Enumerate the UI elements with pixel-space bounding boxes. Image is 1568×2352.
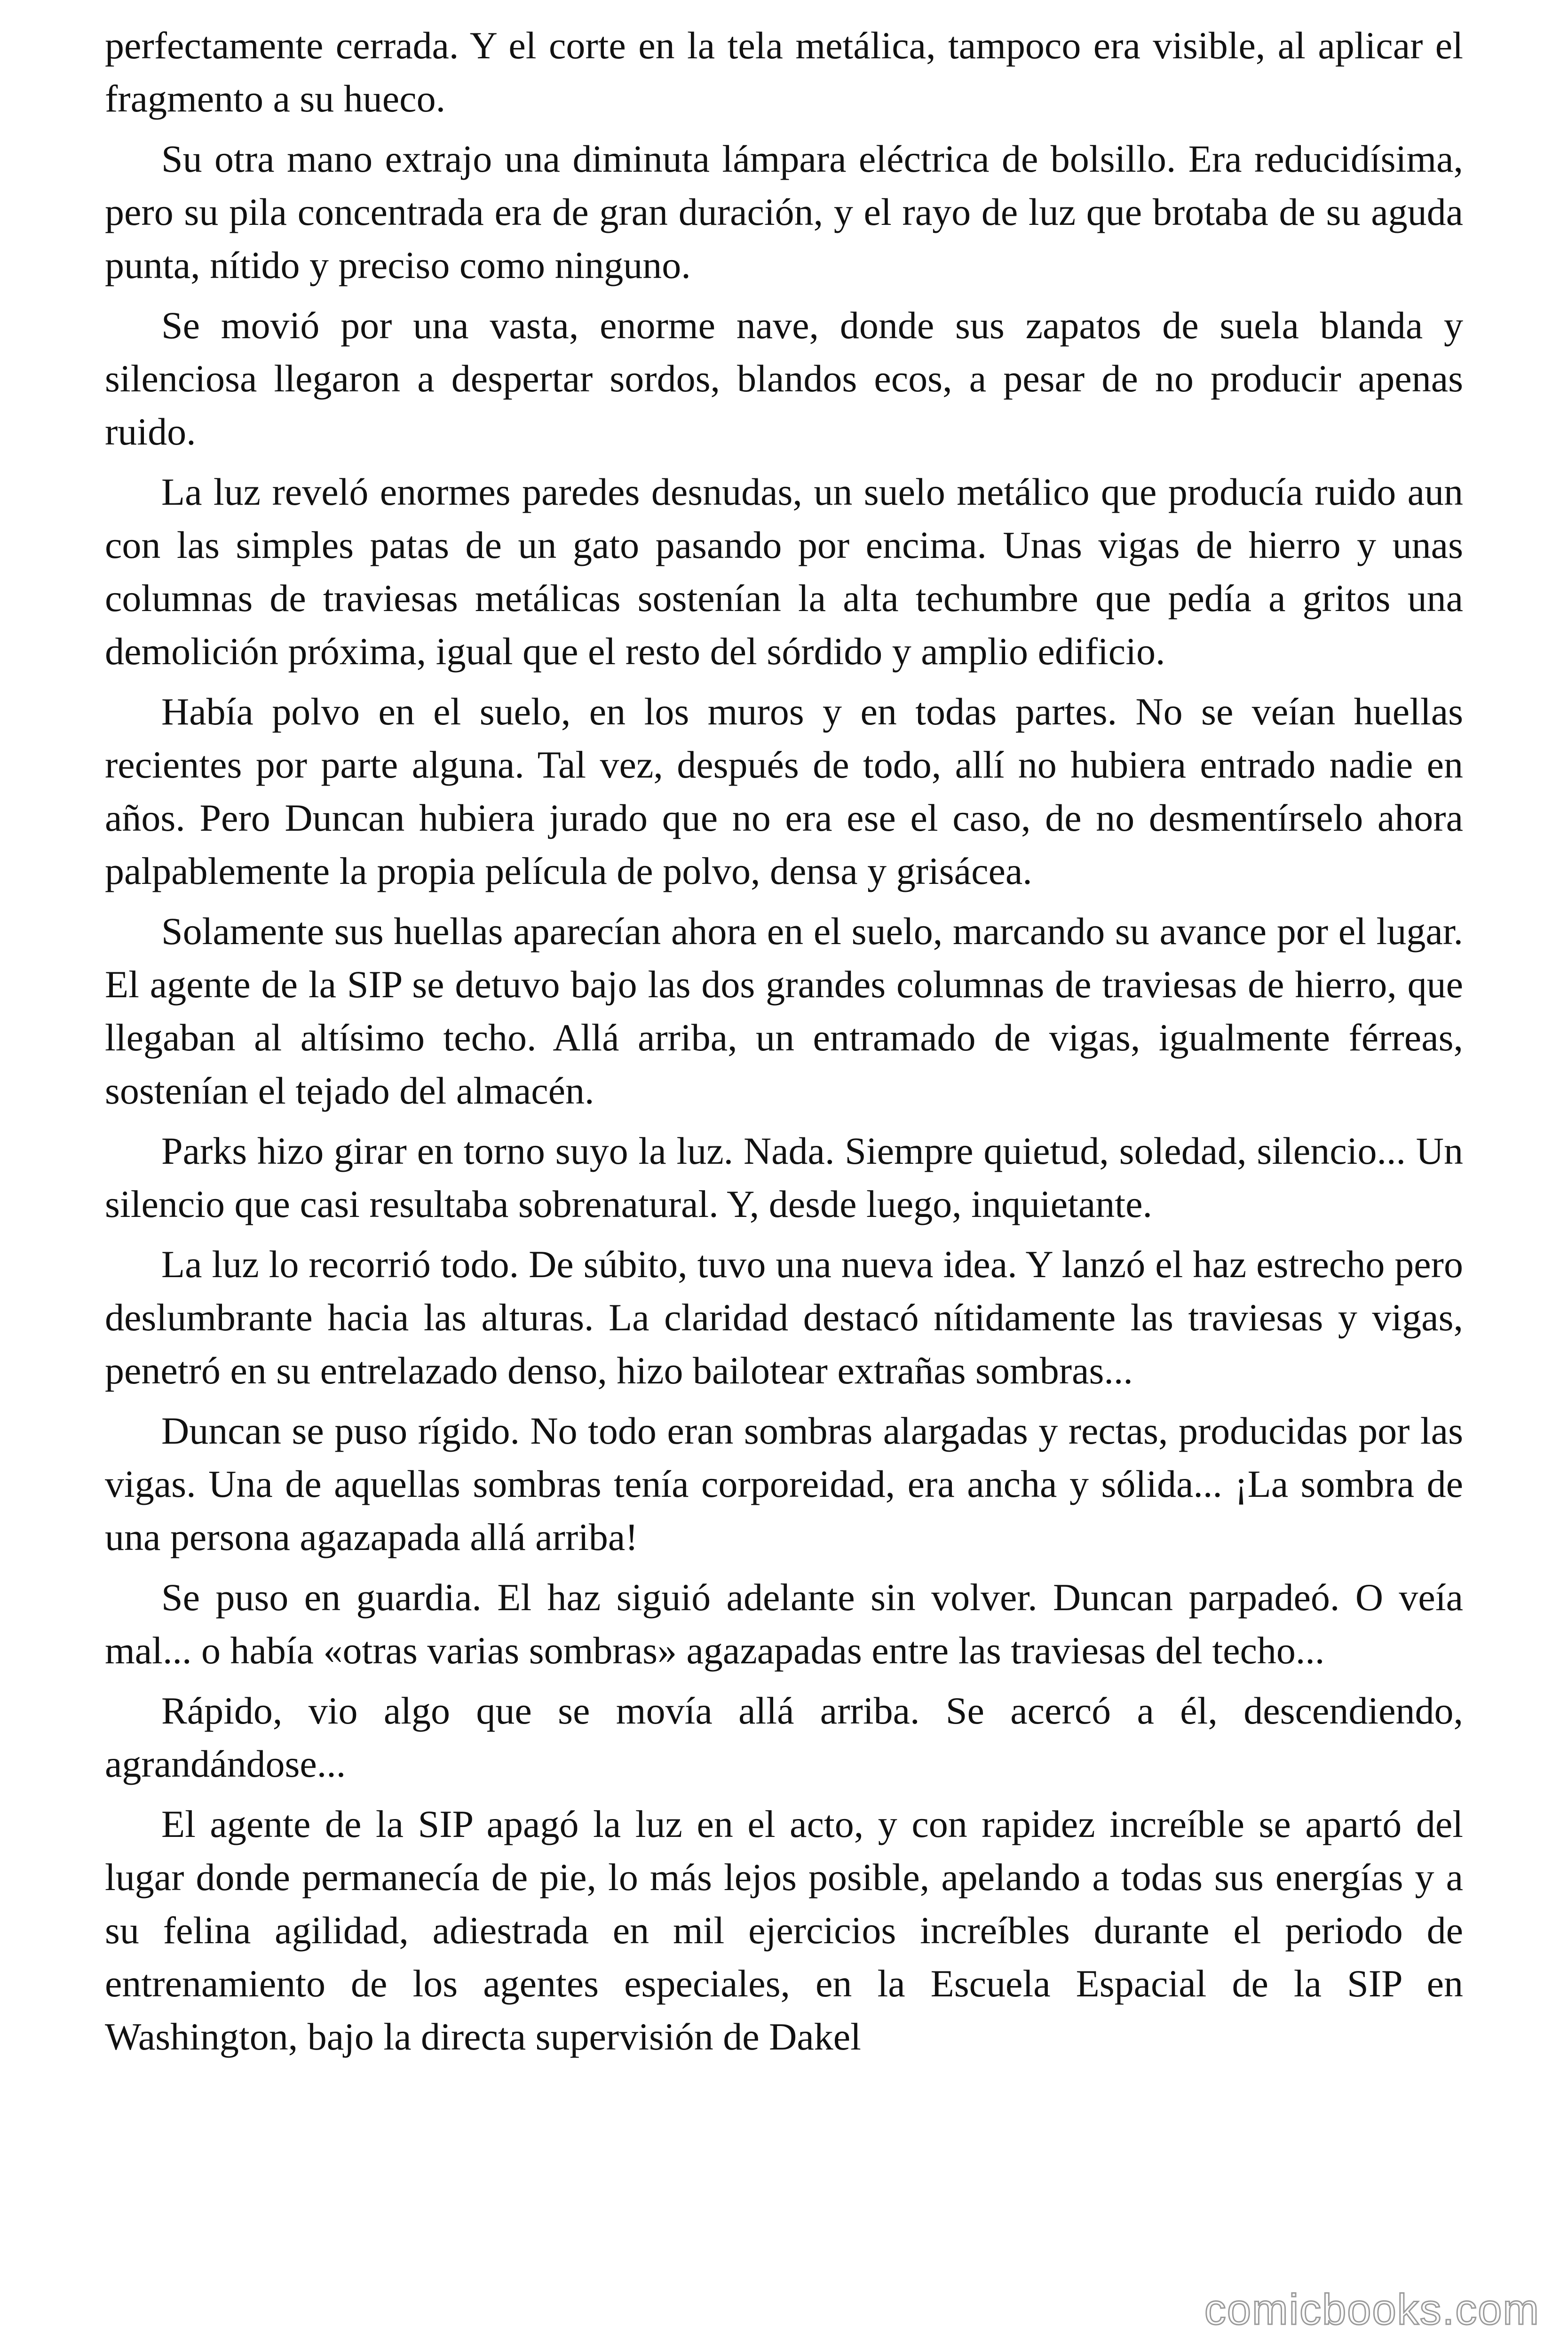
watermark-text: comicbooks.com xyxy=(1204,2286,1540,2334)
paragraph-4: La luz reveló enormes paredes desnudas, un suelo metálico que producía ruido aun con las simples patas de un gato pasando por encima. Unas vigas de hierro y unas columnas de traviesas metálicas sostenían la alta techumbre que pedía a gritos una demolición próxima, igual que el resto del sórdido y amplio edificio. xyxy=(105,470,1463,673)
paragraph-7: Parks hizo girar en torno suyo la luz. Nada. Siempre quietud, soledad, silencio... Un silencio que casi resultaba sobrenatural. Y, desde luego, inquietante. xyxy=(105,1129,1463,1225)
paragraph-1: perfectamente cerrada. Y el corte en la tela metálica, tampoco era visible, al aplicar el fragmento a su hueco. xyxy=(105,24,1463,120)
paragraph-12: El agente de la SIP apagó la luz en el acto, y con rapidez increíble se apartó del lugar donde permanecía de pie, lo más lejos posible, apelando a todas sus energías y a su felina agilidad, adiestrada en mil ejercicios increíbles durante el periodo de entrenamiento de los agentes especiales, en la Escuela Espacial de la SIP en Washington, bajo la directa supervisión de Dakel xyxy=(105,1803,1463,2058)
paragraph-2: Su otra mano extrajo una diminuta lámpara eléctrica de bolsillo. Era reducidísima, pero su pila concentrada era de gran duración, y el rayo de luz que brotaba de su aguda punta, nítido y preciso como ninguno. xyxy=(105,137,1463,286)
paragraph-9: Duncan se puso rígido. No todo eran sombras alargadas y rectas, producidas por las vigas. Una de aquellas sombras tenía corporeidad, era ancha y sólida... ¡La sombra de una persona agazapada allá arriba! xyxy=(105,1409,1463,1558)
book-page xyxy=(105,19,1463,2070)
paragraph-5: Había polvo en el suelo, en los muros y en todas partes. No se veían huellas recientes por parte alguna. Tal vez, después de todo, allí no hubiera entrado nadie en años. Pero Duncan hubiera jurado que no era ese el caso, de no desmentírselo ahora palpablemente la propia película de polvo, densa y grisácea. xyxy=(105,690,1463,892)
paragraph-3: Se movió por una vasta, enorme nave, donde sus zapatos de suela blanda y silenciosa llegaron a despertar sordos, blandos ecos, a pesar de no producir apenas ruido. xyxy=(105,304,1463,453)
paragraph-10: Se puso en guardia. El haz siguió adelante sin volver. Duncan parpadeó. O veía mal... o había «otras varias sombras» agazapadas entre las traviesas del techo... xyxy=(105,1576,1463,1672)
paragraph-11: Rápido, vio algo que se movía allá arriba. Se acercó a él, descendiendo, agrandándose... xyxy=(105,1689,1463,1785)
paragraph-8: La luz lo recorrió todo. De súbito, tuvo una nueva idea. Y lanzó el haz estrecho pero deslumbrante hacia las alturas. La claridad destacó nítidamente las traviesas y vigas, penetró en su entrelazado denso, hizo bailotear extrañas sombras... xyxy=(105,1243,1463,1392)
paragraph-6: Solamente sus huellas aparecían ahora en el suelo, marcando su avance por el lugar. El agente de la SIP se detuvo bajo las dos grandes columnas de traviesas de hierro, que llegaban al altísimo techo. Allá arriba, un entramado de vigas, igualmente férreas, sostenían el tejado del almacén. xyxy=(105,910,1463,1112)
